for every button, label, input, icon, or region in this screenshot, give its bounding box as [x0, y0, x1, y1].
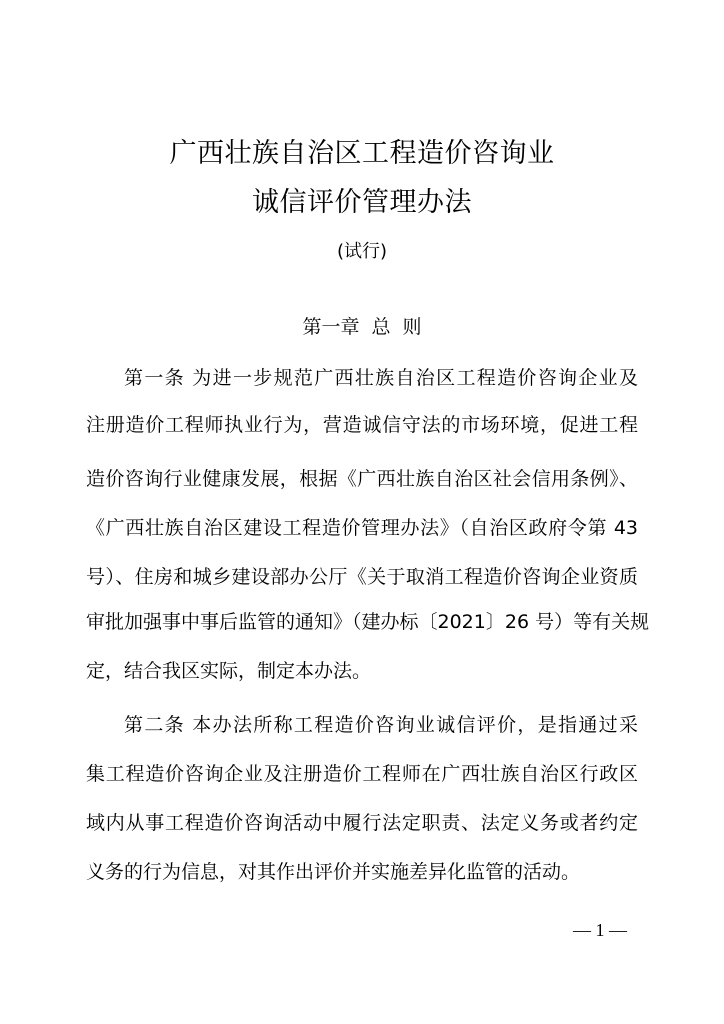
- document-title-line-1: 广西壮族自治区工程造价咨询业: [169, 138, 555, 169]
- article-2-line: 义务的行为信息，对其作出评价并实施差异化监管的活动。: [86, 861, 581, 883]
- article-1-line: 审批加强事中事后监管的通知》（建办标〔2021〕26 号）等有关规: [86, 611, 650, 633]
- article-1-line: 号）、住房和城乡建设部办公厅《关于取消工程造价咨询企业资质: [86, 566, 638, 588]
- article-2-line: 集工程造价咨询企业及注册造价工程师在广西壮族自治区行政区: [86, 763, 638, 785]
- article-2-line: 第二条 本办法所称工程造价咨询业诚信评价，是指通过采: [124, 714, 638, 736]
- article-1-line: 造价咨询行业健康发展，根据《广西壮族自治区社会信用条例》、: [86, 468, 638, 490]
- article-1-line: 定，结合我区实际，制定本办法。: [86, 660, 372, 682]
- article-1-line: 注册造价工程师执业行为，营造诚信守法的市场环境，促进工程: [86, 414, 638, 436]
- page-number: — 1 —: [573, 920, 627, 940]
- article-2-line: 域内从事工程造价咨询活动中履行法定职责、法定义务或者约定: [86, 812, 638, 834]
- document-title-line-2: 诚信评价管理办法: [252, 187, 472, 218]
- article-1-line: 《广西壮族自治区建设工程造价管理办法》（自治区政府令第 43: [86, 517, 638, 539]
- document-subtitle: (试行): [336, 241, 388, 262]
- article-1-line: 第一条 为进一步规范广西壮族自治区工程造价咨询企业及: [124, 367, 638, 389]
- chapter-heading: 第一章 总 则: [302, 316, 422, 338]
